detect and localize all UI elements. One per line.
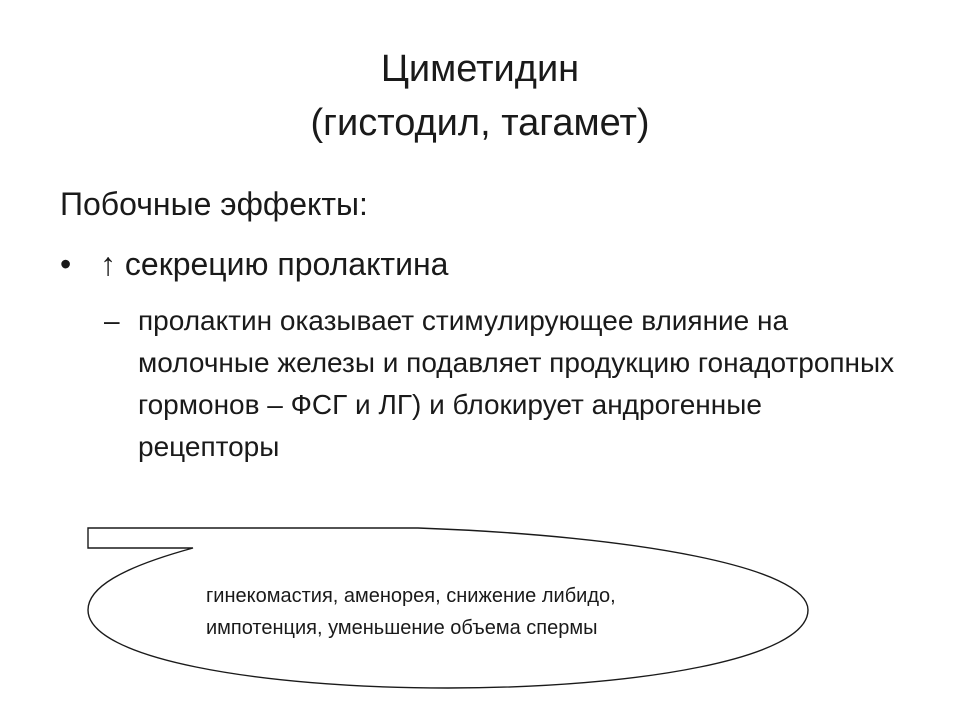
sub-item-text: пролактин оказывает стимулирующее влияние на молочные железы и подавляет продукцию гонадотропных гормонов – ФСГ и ЛГ) и блокирует андрогенные рецепторы bbox=[138, 305, 895, 462]
bullet-text: ↑ секрецию пролактина bbox=[100, 246, 449, 282]
callout-line-2: импотенция, уменьшение объема спермы bbox=[206, 617, 598, 639]
callout-text bbox=[206, 580, 766, 644]
sub-item-dash: – bbox=[104, 305, 120, 336]
bullet-dot: • bbox=[60, 246, 72, 282]
callout-line-1: гинекомастия, аменорея, снижение либидо, bbox=[206, 585, 616, 607]
section-heading: Побочные эффекты: bbox=[60, 186, 368, 222]
title-line-1: Циметидин bbox=[380, 48, 580, 90]
title-line-2: (гистодил, тагамет) bbox=[310, 102, 650, 144]
